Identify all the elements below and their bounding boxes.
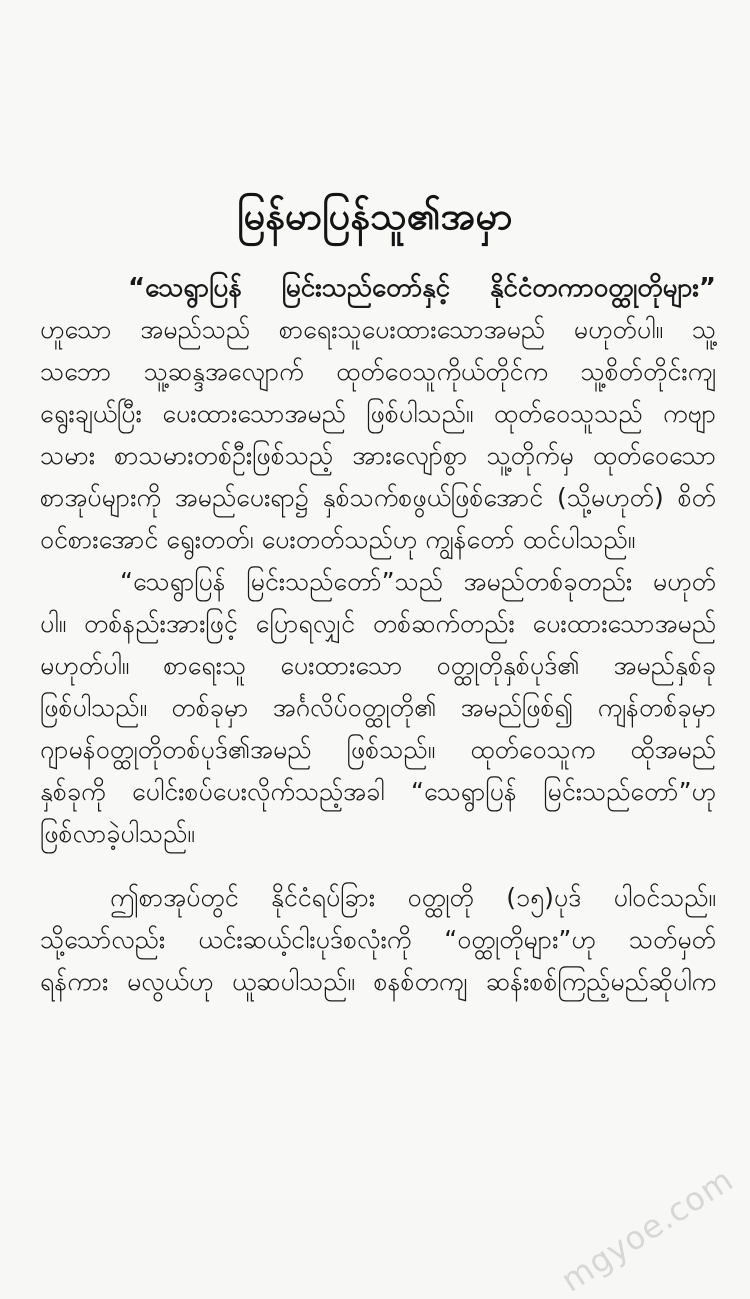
- title-container: [0, 192, 750, 240]
- text-line: ဤစာအုပ်တွင် နိုင်ငံရပ်ခြား ဝတ္ထုတို (၁၅)ပုဒ် ပါဝင်သည်။: [110, 883, 716, 912]
- text-line: ဂျာမန်ဝတ္ထုတိုတစ်ပုဒ်၏အမည် ဖြစ်သည်။ ထုတ်ဝေသူက ထိုအမည်: [40, 735, 716, 764]
- text-line: စာအုပ်များကို အမည်ပေးရာ၌ နှစ်သက်စဖွယ်ဖြစ်အောင် (သို့မဟုတ်) စိတ်: [40, 483, 716, 512]
- text-line: သို့သော်လည်း ယင်းဆယ့်ငါးပုဒ်စလုံးကို “ဝတ္ထုတိုများ”ဟု သတ်မှတ်: [40, 925, 716, 954]
- text-line: သမား စာသမားတစ်ဦးဖြစ်သည့် အားလျော်စွာ သူ့တိုက်မှ ထုတ်ဝေသော: [40, 441, 716, 470]
- text-line: သဘော သူ့ဆန္ဒအလျောက် ထုတ်ဝေသူကိုယ်တိုင်က သူ့စိတ်တိုင်းကျ: [40, 357, 716, 386]
- text-line: မဟုတ်ပါ။ စာရေးသူ ပေးထားသော ဝတ္ထုတိုနှစ်ပုဒ်၏ အမည်နှစ်ခု: [40, 651, 716, 680]
- text-line: “သေရွာပြန် မြင်းသည်တော်”သည် အမည်တစ်ခုတည်း မဟုတ်: [120, 567, 716, 596]
- text-line: ရွေးချယ်ပြီး ပေးထားသောအမည် ဖြစ်ပါသည်။ ထုတ်ဝေသူသည် ကဗျာ: [40, 399, 716, 428]
- text-line: ဝင်စားအောင် ရွေးတတ်၊ ပေးတတ်သည်ဟု ကျွန်တော် ထင်ပါသည်။: [40, 525, 636, 554]
- text-line: ဖြစ်ပါသည်။ တစ်ခုမှာ အင်္ဂလိပ်ဝတ္ထုတို၏ အမည်ဖြစ်၍ ကျန်တစ်ခုမှာ: [40, 693, 716, 722]
- text-line: “သေရွာပြန် မြင်းသည်တော်နှင့် နိုင်ငံတကာဝတ္ထုတိုများ”: [128, 273, 716, 303]
- page-title: မြန်မာပြန်သူ၏အမှာ: [237, 194, 513, 238]
- text-line: ဟူသော အမည်သည် စာရေးသူပေးထားသောအမည် မဟုတ်ပါ။ သူ့: [40, 315, 716, 344]
- text-line: ဖြစ်လာခဲ့ပါသည်။: [40, 819, 195, 848]
- text-line: နှစ်ခုကို ပေါင်းစပ်ပေးလိုက်သည့်အခါ “သေရွာပြန် မြင်းသည်တော်”ဟု: [40, 777, 716, 806]
- watermark: mgyoe.com: [553, 1160, 740, 1299]
- text-line: ပါ။ တစ်နည်းအားဖြင့် ပြောရလျှင် တစ်ဆက်တည်း ပေးထားသောအမည်: [40, 609, 716, 638]
- text-line: ရန်ကား မလွယ်ဟု ယူဆပါသည်။ စနစ်တကျ ဆန်းစစ်ကြည့်မည်ဆိုပါက: [40, 967, 716, 996]
